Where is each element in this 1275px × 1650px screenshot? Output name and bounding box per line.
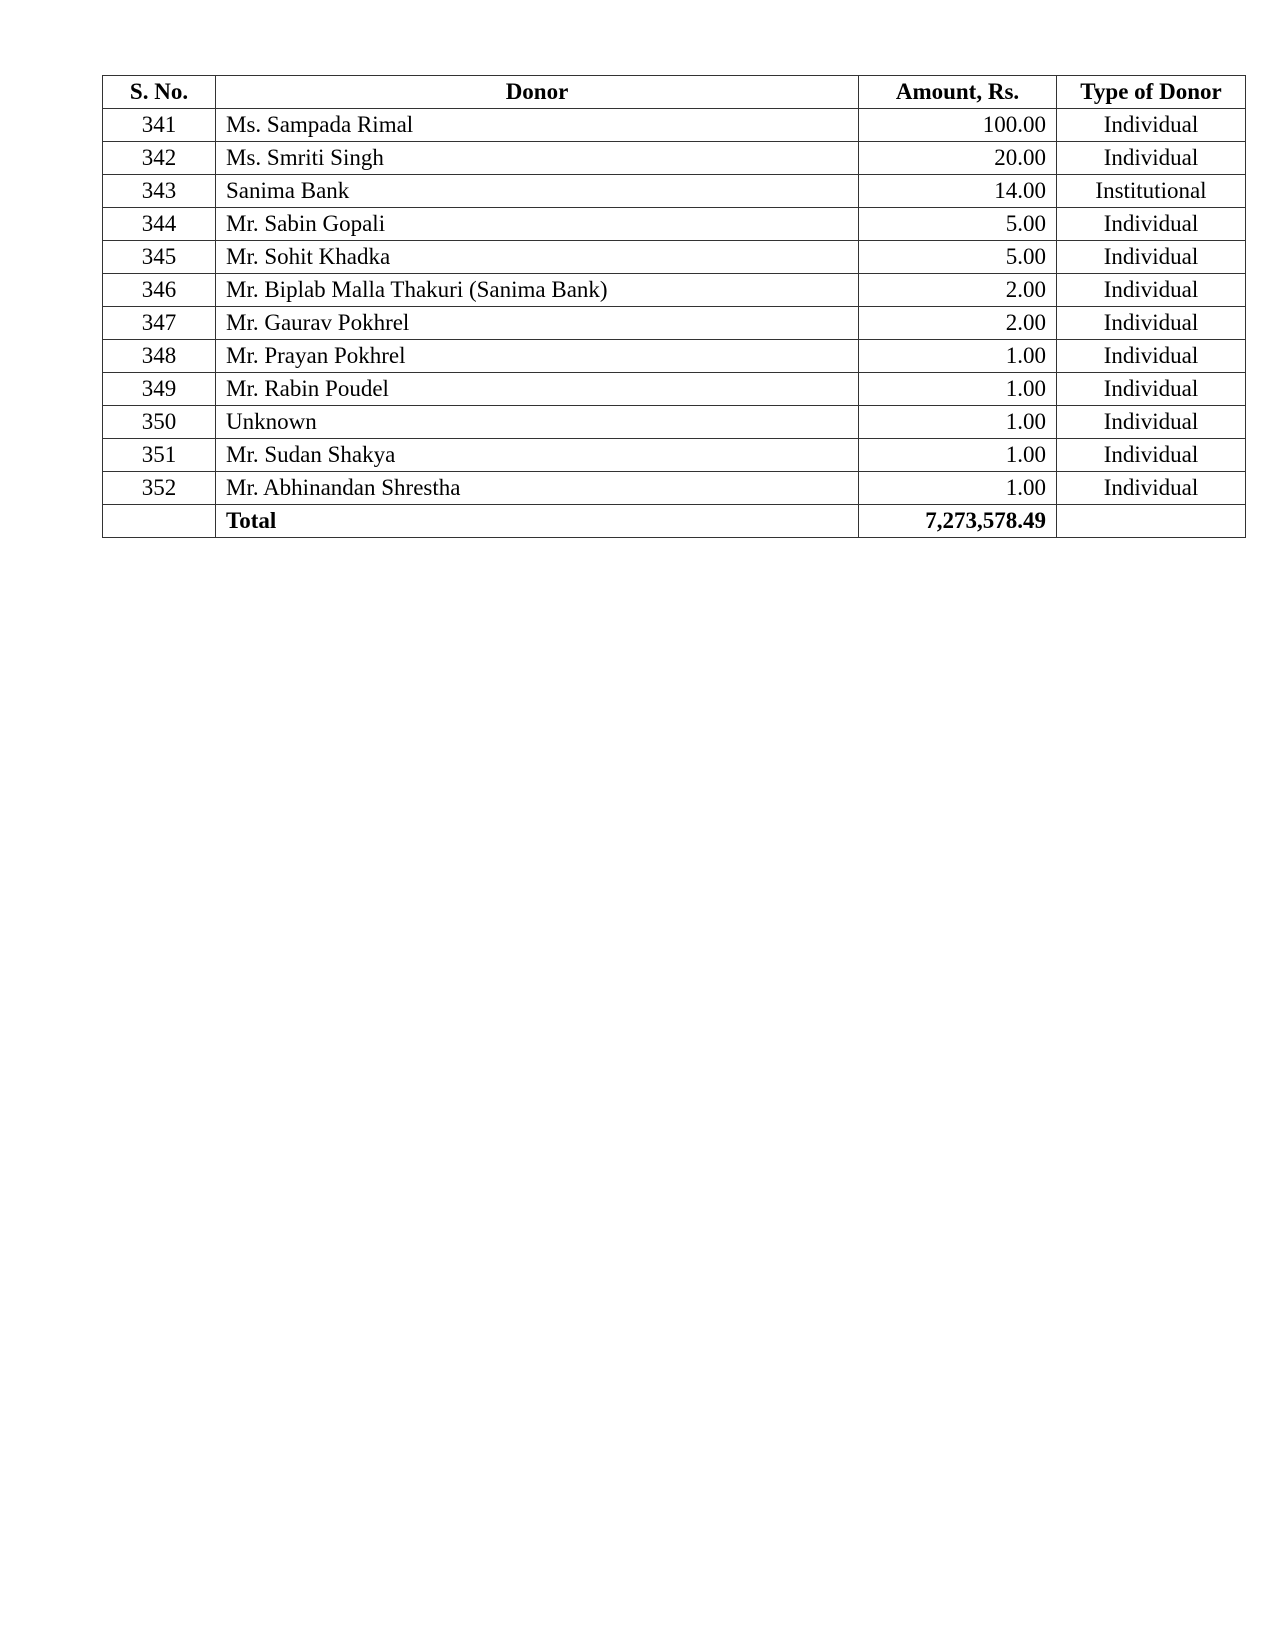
cell-type: Individual [1057,472,1246,505]
header-type: Type of Donor [1057,76,1246,109]
cell-amount: 1.00 [859,340,1057,373]
table-row [103,142,1246,175]
table-body [103,109,1246,538]
cell-sno: 348 [103,340,216,373]
cell-amount: 14.00 [859,175,1057,208]
table-row [103,175,1246,208]
cell-donor: Mr. Gaurav Pokhrel [216,307,859,340]
cell-type: Individual [1057,439,1246,472]
table-row [103,274,1246,307]
cell-donor: Mr. Sohit Khadka [216,241,859,274]
cell-sno: 345 [103,241,216,274]
cell-type: Institutional [1057,175,1246,208]
cell-amount: 5.00 [859,208,1057,241]
cell-amount: 2.00 [859,274,1057,307]
cell-sno: 347 [103,307,216,340]
cell-type: Individual [1057,109,1246,142]
table-row [103,472,1246,505]
cell-amount: 100.00 [859,109,1057,142]
cell-amount: 1.00 [859,439,1057,472]
cell-sno: 350 [103,406,216,439]
total-amount: 7,273,578.49 [859,505,1057,538]
table-row [103,439,1246,472]
header-sno: S. No. [103,76,216,109]
header-donor: Donor [216,76,859,109]
cell-amount: 1.00 [859,373,1057,406]
cell-type: Individual [1057,340,1246,373]
header-row [103,76,1246,109]
cell-amount: 1.00 [859,472,1057,505]
cell-donor: Unknown [216,406,859,439]
table-row [103,340,1246,373]
cell-type: Individual [1057,142,1246,175]
cell-type: Individual [1057,373,1246,406]
table-row [103,373,1246,406]
cell-donor: Ms. Sampada Rimal [216,109,859,142]
cell-donor: Mr. Biplab Malla Thakuri (Sanima Bank) [216,274,859,307]
cell-sno: 346 [103,274,216,307]
cell-type: Individual [1057,241,1246,274]
total-sno-cell [103,505,216,538]
total-row [103,505,1246,538]
cell-type: Individual [1057,274,1246,307]
cell-amount: 20.00 [859,142,1057,175]
cell-sno: 343 [103,175,216,208]
cell-amount: 2.00 [859,307,1057,340]
cell-sno: 341 [103,109,216,142]
cell-amount: 5.00 [859,241,1057,274]
table-row [103,109,1246,142]
cell-sno: 342 [103,142,216,175]
cell-sno: 344 [103,208,216,241]
cell-donor: Mr. Sudan Shakya [216,439,859,472]
table-header [103,76,1246,109]
table-row [103,406,1246,439]
cell-sno: 352 [103,472,216,505]
table-row [103,208,1246,241]
total-label: Total [216,505,859,538]
cell-sno: 351 [103,439,216,472]
table-row [103,241,1246,274]
cell-donor: Mr. Sabin Gopali [216,208,859,241]
total-type-cell [1057,505,1246,538]
cell-donor: Mr. Prayan Pokhrel [216,340,859,373]
donor-table [102,75,1246,538]
cell-donor: Mr. Abhinandan Shrestha [216,472,859,505]
cell-donor: Ms. Smriti Singh [216,142,859,175]
cell-donor: Sanima Bank [216,175,859,208]
cell-type: Individual [1057,208,1246,241]
cell-type: Individual [1057,307,1246,340]
cell-amount: 1.00 [859,406,1057,439]
cell-donor: Mr. Rabin Poudel [216,373,859,406]
header-amount: Amount, Rs. [859,76,1057,109]
cell-sno: 349 [103,373,216,406]
table-row [103,307,1246,340]
cell-type: Individual [1057,406,1246,439]
